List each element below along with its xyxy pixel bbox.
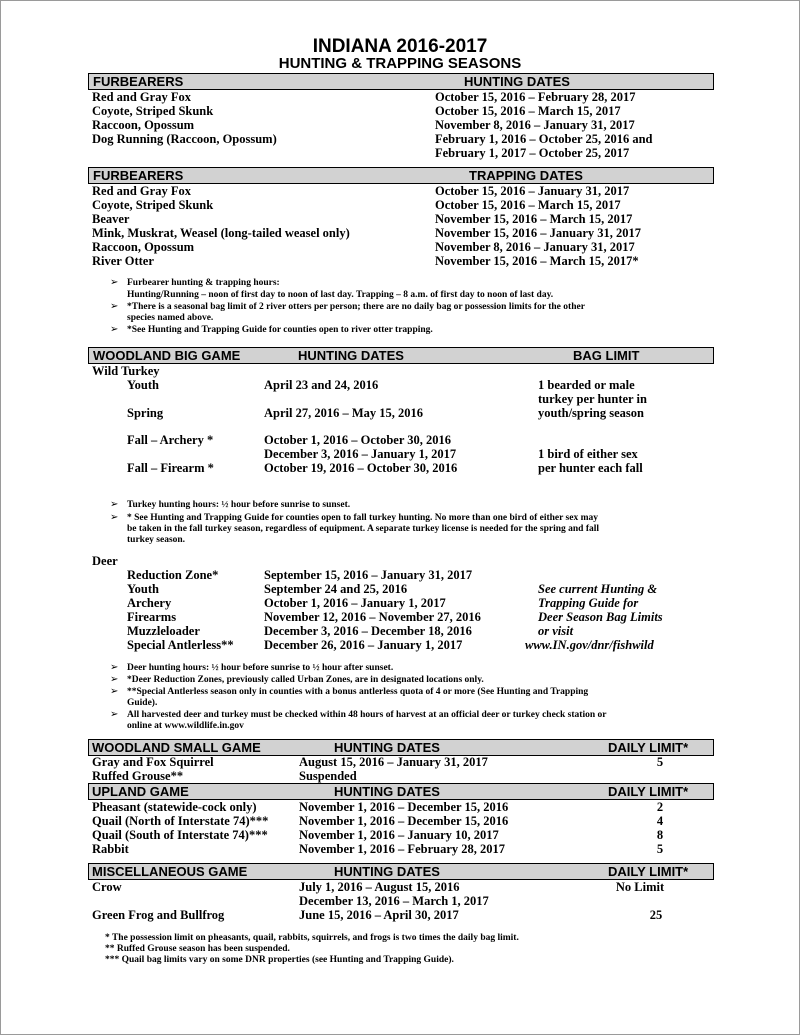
footnote: * The possession limit on pheasants, quail, rabbits, squirrels, and frogs is two times the daily bag limit. bbox=[105, 933, 519, 943]
bullet-arrow-icon: ➢ bbox=[110, 512, 119, 523]
header-col-bag-limit: BAG LIMIT bbox=[573, 348, 640, 363]
daily-limit-value: No Limit bbox=[615, 880, 665, 894]
note-text: **Special Antlerless season only in counties with a bonus antlerless quota of 4 or more (See Hunting and Trapping bbox=[127, 687, 589, 697]
species-group-label: Wild Turkey bbox=[92, 364, 160, 378]
season-dates: September 15, 2016 – January 31, 2017 bbox=[264, 568, 473, 582]
woodland-big-game-header bbox=[88, 347, 714, 364]
page-title: INDIANA 2016-2017 bbox=[312, 36, 488, 57]
bullet-arrow-icon: ➢ bbox=[110, 301, 119, 312]
bullet-arrow-icon: ➢ bbox=[110, 674, 119, 685]
header-col-dates: TRAPPING DATES bbox=[469, 168, 583, 183]
season-dates: June 15, 2016 – April 30, 2017 bbox=[299, 908, 459, 922]
season-dates: October 1, 2016 – January 1, 2017 bbox=[264, 596, 446, 610]
header-col-species: FURBEARERS bbox=[93, 74, 184, 89]
dnr-website-link[interactable]: www.IN.gov/dnr/fishwild bbox=[525, 638, 654, 652]
footnote: *** Quail bag limits vary on some DNR properties (see Hunting and Trapping Guide). bbox=[105, 955, 454, 965]
note-text: Guide). bbox=[127, 698, 158, 708]
species-name: Coyote, Striped Skunk bbox=[92, 104, 214, 118]
note-text: Hunting/Running – noon of first day to noon of last day. Trapping – 8 a.m. of first day to noon of last day. bbox=[127, 290, 554, 300]
species-name: Beaver bbox=[92, 212, 130, 226]
season-dates: November 15, 2016 – January 31, 2017 bbox=[435, 226, 642, 240]
upland-game-header bbox=[88, 783, 714, 800]
species-name: Rabbit bbox=[92, 842, 129, 856]
season-name: Fall – Firearm * bbox=[127, 461, 214, 475]
note-text: Furbearer hunting & trapping hours: bbox=[127, 278, 280, 288]
header-col-daily-limit: DAILY LIMIT* bbox=[608, 784, 689, 799]
note-text: *There is a seasonal bag limit of 2 river otters per person; there are no daily bag or possession limits for the other bbox=[127, 302, 585, 312]
daily-limit-value: 4 bbox=[656, 814, 664, 828]
season-dates: November 8, 2016 – January 31, 2017 bbox=[435, 118, 635, 132]
species-name: Ruffed Grouse** bbox=[92, 769, 184, 783]
season-dates: April 23 and 24, 2016 bbox=[264, 378, 379, 392]
header-col-species: WOODLAND BIG GAME bbox=[93, 348, 241, 363]
species-group-label: Deer bbox=[92, 554, 118, 568]
daily-limit-value: 8 bbox=[656, 828, 664, 842]
note-text: species named above. bbox=[127, 313, 214, 323]
note-text: *See Hunting and Trapping Guide for counties open to river otter trapping. bbox=[127, 325, 433, 335]
header-col-daily-limit: DAILY LIMIT* bbox=[608, 864, 689, 879]
header-col-daily-limit: DAILY LIMIT* bbox=[608, 740, 689, 755]
bullet-arrow-icon: ➢ bbox=[110, 709, 119, 720]
bag-limit-text: turkey per hunter in bbox=[538, 392, 647, 406]
page-subtitle: HUNTING & TRAPPING SEASONS bbox=[278, 55, 522, 72]
species-name: Crow bbox=[92, 880, 122, 894]
season-name: Firearms bbox=[127, 610, 177, 624]
season-dates: October 15, 2016 – January 31, 2017 bbox=[435, 184, 630, 198]
season-name: Youth bbox=[127, 378, 159, 392]
season-name: Youth bbox=[127, 582, 159, 596]
season-dates: November 15, 2016 – March 15, 2017* bbox=[435, 254, 639, 268]
bullet-arrow-icon: ➢ bbox=[110, 324, 119, 335]
season-dates: April 27, 2016 – May 15, 2016 bbox=[264, 406, 424, 420]
bag-limit-text: per hunter each fall bbox=[538, 461, 643, 475]
bullet-arrow-icon: ➢ bbox=[110, 686, 119, 697]
bullet-arrow-icon: ➢ bbox=[110, 277, 119, 288]
furbearer-hunting-header bbox=[88, 73, 714, 90]
note-text: online at www.wildlife.in.gov bbox=[127, 721, 244, 731]
season-dates: February 1, 2016 – October 25, 2016 and bbox=[435, 132, 653, 146]
season-dates: December 3, 2016 – January 1, 2017 bbox=[264, 447, 457, 461]
note-text: *Deer Reduction Zones, previously called Urban Zones, are in designated locations only. bbox=[127, 675, 484, 685]
note-text: be taken in the fall turkey season, regardless of equipment. A separate turkey license is needed for the spring and fall bbox=[127, 524, 600, 534]
misc-game-header bbox=[88, 863, 714, 880]
season-name: Reduction Zone* bbox=[127, 568, 219, 582]
header-col-dates: HUNTING DATES bbox=[334, 740, 440, 755]
bullet-arrow-icon: ➢ bbox=[110, 499, 119, 510]
species-name: Dog Running (Raccoon, Opossum) bbox=[92, 132, 277, 146]
species-name: Red and Gray Fox bbox=[92, 90, 191, 104]
note-text: Deer hunting hours: ½ hour before sunrise to ½ hour after sunset. bbox=[127, 663, 394, 673]
bag-limit-note: Deer Season Bag Limits bbox=[538, 610, 663, 624]
header-col-species: FURBEARERS bbox=[93, 168, 184, 183]
season-dates: November 1, 2016 – February 28, 2017 bbox=[299, 842, 505, 856]
species-name: Quail (North of Interstate 74)*** bbox=[92, 814, 269, 828]
header-col-species: WOODLAND SMALL GAME bbox=[92, 740, 261, 755]
note-text: All harvested deer and turkey must be checked within 48 hours of harvest at an official deer or turkey check station or bbox=[127, 710, 607, 720]
season-name: Fall – Archery * bbox=[127, 433, 214, 447]
season-dates: November 8, 2016 – January 31, 2017 bbox=[435, 240, 635, 254]
season-dates: November 1, 2016 – December 15, 2016 bbox=[299, 814, 509, 828]
species-name: Raccoon, Opossum bbox=[92, 240, 195, 254]
bag-limit-note: Trapping Guide for bbox=[538, 596, 639, 610]
header-col-dates: HUNTING DATES bbox=[298, 348, 404, 363]
season-dates: September 24 and 25, 2016 bbox=[264, 582, 408, 596]
season-dates: November 1, 2016 – January 10, 2017 bbox=[299, 828, 499, 842]
species-name: Pheasant (statewide-cock only) bbox=[92, 800, 257, 814]
bag-limit-text: 1 bearded or male bbox=[538, 378, 635, 392]
species-name: River Otter bbox=[92, 254, 154, 268]
species-name: Coyote, Striped Skunk bbox=[92, 198, 214, 212]
season-dates: February 1, 2017 – October 25, 2017 bbox=[435, 146, 630, 160]
season-dates: December 26, 2016 – January 1, 2017 bbox=[264, 638, 463, 652]
season-dates: December 13, 2016 – March 1, 2017 bbox=[299, 894, 489, 908]
bag-limit-note: or visit bbox=[538, 624, 574, 638]
season-dates: July 1, 2016 – August 15, 2016 bbox=[299, 880, 460, 894]
species-name: Raccoon, Opossum bbox=[92, 118, 195, 132]
header-col-species: UPLAND GAME bbox=[92, 784, 189, 799]
note-text: turkey season. bbox=[127, 535, 186, 545]
season-name: Special Antlerless** bbox=[127, 638, 234, 652]
bag-limit-text: 1 bird of either sex bbox=[538, 447, 638, 461]
bag-limit-text: youth/spring season bbox=[538, 406, 644, 420]
bag-limit-note: See current Hunting & bbox=[538, 582, 658, 596]
daily-limit-value: 5 bbox=[656, 842, 664, 856]
species-name: Gray and Fox Squirrel bbox=[92, 755, 214, 769]
season-dates: November 15, 2016 – March 15, 2017 bbox=[435, 212, 633, 226]
season-dates: October 15, 2016 – March 15, 2017 bbox=[435, 198, 621, 212]
season-dates: October 19, 2016 – October 30, 2016 bbox=[264, 461, 458, 475]
season-name: Spring bbox=[127, 406, 164, 420]
note-text: * See Hunting and Trapping Guide for counties open to fall turkey hunting. No more than one bird of either sex may bbox=[127, 513, 598, 523]
season-name: Archery bbox=[127, 596, 172, 610]
daily-limit-value: 2 bbox=[656, 800, 664, 814]
header-col-species: MISCELLANEOUS GAME bbox=[92, 864, 248, 879]
species-name: Mink, Muskrat, Weasel (long-tailed weasel only) bbox=[92, 226, 350, 240]
season-dates: Suspended bbox=[299, 769, 357, 783]
woodland-small-game-header bbox=[88, 739, 714, 756]
season-dates: October 15, 2016 – March 15, 2017 bbox=[435, 104, 621, 118]
species-name: Green Frog and Bullfrog bbox=[92, 908, 225, 922]
season-dates: October 1, 2016 – October 30, 2016 bbox=[264, 433, 452, 447]
header-col-dates: HUNTING DATES bbox=[334, 864, 440, 879]
season-dates: November 12, 2016 – November 27, 2016 bbox=[264, 610, 481, 624]
header-col-dates: HUNTING DATES bbox=[334, 784, 440, 799]
species-name: Red and Gray Fox bbox=[92, 184, 191, 198]
season-dates: October 15, 2016 – February 28, 2017 bbox=[435, 90, 636, 104]
season-name: Muzzleloader bbox=[127, 624, 200, 638]
footnote: ** Ruffed Grouse season has been suspended. bbox=[105, 944, 290, 954]
daily-limit-value: 5 bbox=[656, 755, 664, 769]
furbearer-trapping-header bbox=[88, 167, 714, 184]
season-dates: November 1, 2016 – December 15, 2016 bbox=[299, 800, 509, 814]
species-name: Quail (South of Interstate 74)*** bbox=[92, 828, 268, 842]
header-col-dates: HUNTING DATES bbox=[464, 74, 570, 89]
note-text: Turkey hunting hours: ½ hour before sunrise to sunset. bbox=[127, 500, 351, 510]
season-dates: December 3, 2016 – December 18, 2016 bbox=[264, 624, 472, 638]
daily-limit-value: 25 bbox=[649, 908, 663, 922]
bullet-arrow-icon: ➢ bbox=[110, 662, 119, 673]
season-dates: August 15, 2016 – January 31, 2017 bbox=[299, 755, 488, 769]
